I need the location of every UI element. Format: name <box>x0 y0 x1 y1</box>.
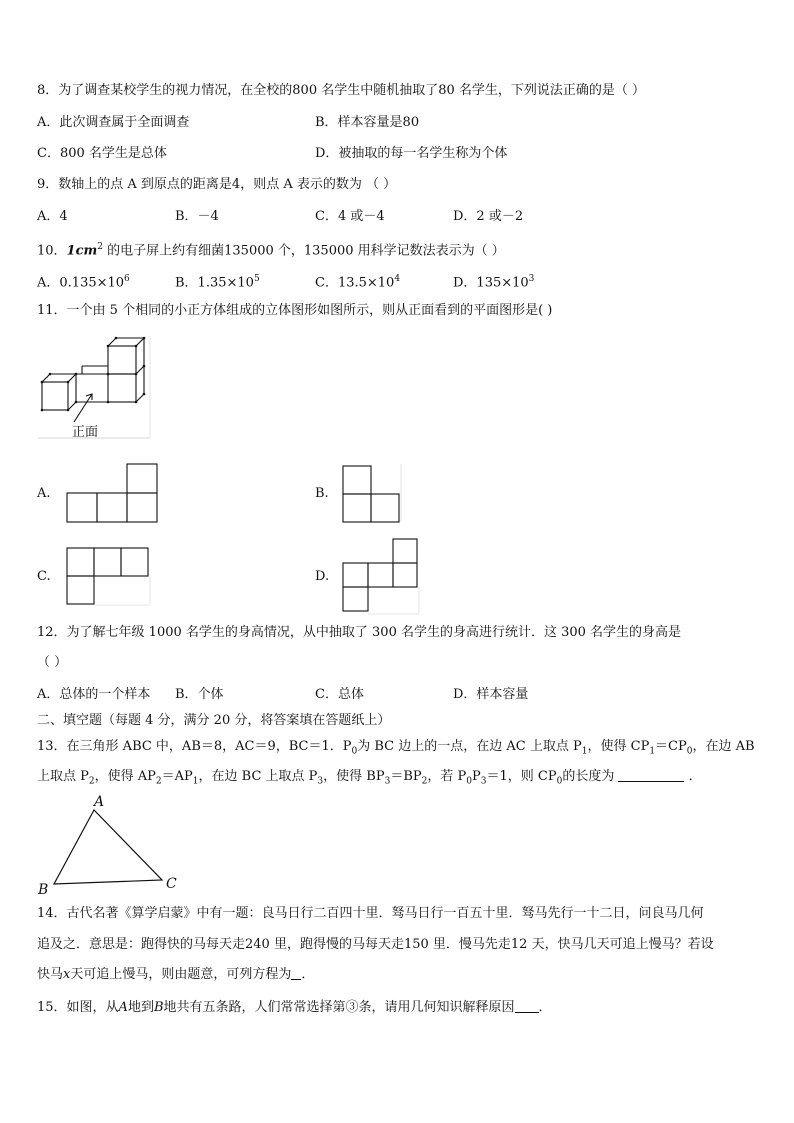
q13-text: ，使得 BP <box>323 769 385 784</box>
q13-sub: 2 <box>88 776 95 787</box>
q13-sub: 0 <box>686 746 693 757</box>
section-2-heading: 二、填空题（每题 4 分，满分 20 分，将答案填在答题纸上） <box>37 713 391 728</box>
q11-front-label: 正面 <box>72 425 99 440</box>
q10-a-exp: 6 <box>124 274 130 284</box>
q10-stem-text: 的电子屏上约有细菌135000 个，135000 用科学记数法表示为（ ） <box>103 243 505 259</box>
q8-option-a: A．此次调查属于全面调查 <box>37 115 190 130</box>
q10-d-exp: 3 <box>528 274 535 284</box>
q15-text: 地到 <box>127 1000 154 1015</box>
q13-text: 13．在三角形 ABC 中，AB＝8，AC＝9，BC＝1．P <box>37 739 352 754</box>
q13-sub: 1 <box>192 776 199 787</box>
q13-text: ＝CP <box>655 739 687 754</box>
q13-text: 上取点 P <box>37 769 89 784</box>
q9-option-b: B．－4 <box>175 209 219 224</box>
q10-stem-prefix: 10． <box>37 243 67 259</box>
q10-option-b <box>175 270 260 292</box>
q13-text: ＝1，则 CP <box>486 769 557 784</box>
q13-vertex-a: A <box>94 794 105 810</box>
q15-text: 15．如图，从 <box>37 1000 119 1015</box>
q8-stem: 8．为了调查某校学生的视力情况，在全校的800 名学生中随机抽取了80 名学生，下列说法正确的是（ ） <box>37 83 646 98</box>
q10-unit-exp: 2 <box>97 242 103 252</box>
q13-text: ，使得 CP <box>587 739 650 754</box>
q14-line3 <box>37 966 314 984</box>
q11-cube-figure <box>36 336 156 442</box>
q11-option-d-label: D. <box>315 569 330 584</box>
q13-line2 <box>37 768 702 791</box>
q15-point-b: B <box>153 1000 164 1015</box>
q15-point-a: A <box>118 1000 128 1015</box>
q13-sub: 3 <box>480 776 487 787</box>
q14-line2: 追及之．意思是：跑得快的马每天走240 里，跑得慢的马每天走150 里．慢马先走12 天，快马几天可追上慢马？若设 <box>37 937 714 952</box>
q15-text: ． <box>538 1000 552 1015</box>
q13-text: ，在边 BC 上取点 P <box>198 769 318 784</box>
q13-vertex-b: B <box>38 882 49 898</box>
q11-option-b-label: B. <box>315 486 329 501</box>
q14-line1: 14．古代名著《算学启蒙》中有一题：良马日行二百四十里．驽马日行一百五十里．驽马先行一十二日，问良马几何 <box>37 906 704 921</box>
q13-sub: 3 <box>384 776 391 787</box>
q13-text: 的长度为 <box>562 769 615 784</box>
q13-sub: 0 <box>466 776 472 787</box>
q13-sub: 2 <box>155 776 162 787</box>
q11-option-a-label: A. <box>37 486 51 501</box>
q13-sub: 1 <box>581 746 588 757</box>
q12-stem: 12．为了解七年级 1000 名学生的身高情况，从中抽取了 300 名学生的身高进行统计．这 300 名学生的身高是 <box>37 625 682 640</box>
q13-text: ，若 P <box>427 769 467 784</box>
q11-option-a-figure <box>66 462 158 524</box>
q9-option-c: C．4 或－4 <box>315 209 385 224</box>
q13-vertex-c: C <box>166 876 177 892</box>
q13-text: ＝BP <box>390 769 422 784</box>
q12-option-a: A．总体的一个样本 <box>37 687 151 702</box>
q13-text: ＝AP <box>161 769 193 784</box>
q13-line1 <box>37 738 755 761</box>
q9-option-d: D．2 或－2 <box>453 209 524 224</box>
q12-option-c: C．总体 <box>315 687 364 702</box>
q11-option-c-figure <box>66 546 158 608</box>
q14-variable-x: x <box>63 967 71 982</box>
q10-option-a <box>37 270 130 292</box>
q10-b-base: B．1.35×10 <box>175 275 254 291</box>
q13-sub: 2 <box>421 776 428 787</box>
q13-sub: 3 <box>317 776 324 787</box>
q11-option-c-label: C. <box>37 569 51 584</box>
q14-text: 天可追上慢马，则由题意，可列方程为 <box>70 967 292 982</box>
q15-answer-blank[interactable] <box>515 999 539 1013</box>
q15-text: 地共有五条路，人们常常选择第③条，请用几何知识解释原因 <box>163 1000 515 1015</box>
q10-a-base: A．0.135×10 <box>37 275 125 291</box>
q11-option-b-figure <box>341 464 403 524</box>
q12-paren: （ ） <box>37 655 68 670</box>
q10-c-exp: 4 <box>394 274 401 284</box>
q9-option-a: A．4 <box>37 209 68 224</box>
q10-stem <box>37 238 505 260</box>
q10-option-c <box>315 270 400 292</box>
q10-b-exp: 5 <box>253 274 260 284</box>
q14-text: ． <box>301 967 315 982</box>
q13-text: ，在边 AB <box>692 739 755 754</box>
q8-option-d: D．被抽取的每一名学生称为个体 <box>315 146 508 161</box>
q9-stem: 9．数轴上的点 A 到原点的距离是4，则点 A 表示的数为 （ ） <box>37 177 397 192</box>
q13-sub: 1 <box>649 746 656 757</box>
q13-sub: 0 <box>351 746 358 757</box>
q13-answer-blank[interactable] <box>618 768 684 782</box>
q14-text: 快马 <box>37 967 64 982</box>
q14-answer-blank[interactable] <box>291 966 301 980</box>
q8-option-b: B．样本容量是80 <box>315 115 420 130</box>
q15-line <box>37 999 552 1017</box>
q11-option-d-figure <box>341 537 423 615</box>
q10-unit: 1cm <box>66 243 98 259</box>
q11-stem: 11．一个由 5 个相同的小正方体组成的立体图形如图所示，则从正面看到的平面图形是( ) <box>37 303 553 318</box>
q12-option-b: B．个体 <box>175 687 224 702</box>
q13-text: 为 BC 边上的一点，在边 AC 上取点 P <box>357 739 582 754</box>
q8-option-c: C．800 名学生是总体 <box>37 146 167 161</box>
q10-option-d <box>453 270 534 292</box>
q13-triangle-figure <box>34 790 184 900</box>
q12-option-d: D．样本容量 <box>453 687 529 702</box>
q13-text: ，使得 AP <box>94 769 156 784</box>
q10-c-base: C．13.5×10 <box>315 275 395 291</box>
q13-text: ． <box>688 769 702 784</box>
q13-text: P <box>471 769 481 784</box>
q13-sub: 0 <box>556 776 563 787</box>
q10-d-base: D．135×10 <box>453 275 529 291</box>
